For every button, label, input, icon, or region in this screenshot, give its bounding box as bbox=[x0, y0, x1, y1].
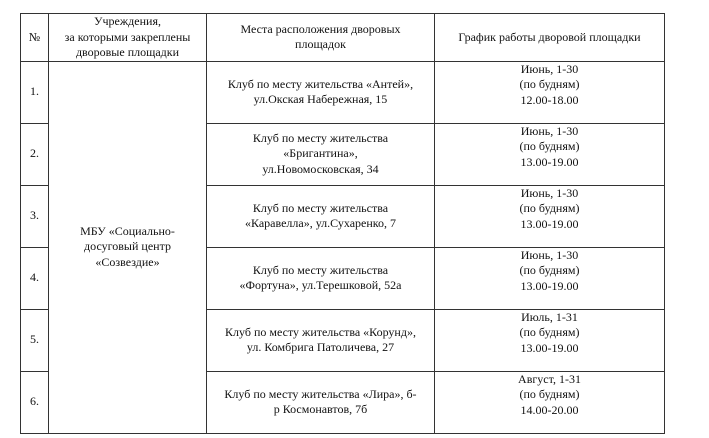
schedule-line: Июнь, 1-30 bbox=[520, 123, 579, 138]
institution-line: «Созвездие» bbox=[95, 254, 160, 269]
schedule-line: (по будням) bbox=[519, 201, 580, 215]
row-number: 1. bbox=[21, 61, 49, 123]
location-cell bbox=[207, 371, 435, 433]
schedule-line: 13.00-19.00 bbox=[520, 340, 579, 355]
header-institution bbox=[49, 14, 207, 62]
location-cell bbox=[207, 61, 435, 123]
schedule-line: Июнь, 1-30 bbox=[520, 185, 579, 200]
location-line: «Бригантина», bbox=[283, 146, 358, 161]
schedule-cell bbox=[435, 309, 665, 371]
header-number-text: № bbox=[28, 29, 41, 44]
location-line: Клуб по месту жительства «Корунд», bbox=[225, 324, 416, 339]
location-line: «Каравелла», ул.Сухаренко, 7 bbox=[244, 216, 397, 230]
header-schedule bbox=[435, 14, 665, 62]
location-line: Клуб по месту жительства «Лира», б- bbox=[224, 386, 417, 401]
institution-line: досуговый центр bbox=[84, 239, 171, 254]
schedule-cell bbox=[435, 123, 665, 185]
schedule-line: 13.00-19.00 bbox=[520, 216, 579, 231]
location-line: Клуб по месту жительства «Антей», bbox=[227, 76, 414, 91]
schedule-line: Август, 1-31 bbox=[518, 371, 581, 386]
location-line: ул.Окская Набережная, 15 bbox=[253, 92, 388, 106]
location-cell bbox=[207, 185, 435, 247]
location-line: Клуб по месту жительства bbox=[252, 262, 389, 277]
schedule-line: (по будням) bbox=[519, 263, 580, 277]
schedule-line: (по будням) bbox=[519, 77, 580, 91]
header-location-line: Места расположения дворовых bbox=[240, 21, 401, 36]
schedule-line: Июль, 1-31 bbox=[521, 309, 578, 324]
schedule-line: Июнь, 1-30 bbox=[520, 247, 579, 262]
location-cell bbox=[207, 247, 435, 309]
schedule-line: Июнь, 1-30 bbox=[520, 61, 579, 76]
header-row bbox=[21, 14, 665, 62]
institution-cell bbox=[49, 61, 207, 433]
schedule-line: 12.00-18.00 bbox=[520, 92, 579, 107]
institution-line: МБУ «Социально- bbox=[80, 223, 175, 238]
row-number: 4. bbox=[21, 247, 49, 309]
schedule-cell bbox=[435, 247, 665, 309]
header-number bbox=[21, 14, 49, 62]
header-institution-line: дворовые площадки bbox=[75, 45, 180, 59]
location-line: Клуб по месту жительства bbox=[252, 200, 389, 215]
location-line: Клуб по месту жительства bbox=[252, 130, 389, 145]
row-number: 6. bbox=[21, 371, 49, 433]
row-number: 2. bbox=[21, 123, 49, 185]
header-schedule-line: График работы дворовой площадки bbox=[458, 29, 641, 44]
table-row bbox=[21, 61, 665, 123]
header-location-line: площадок bbox=[295, 37, 346, 52]
schedule-line: (по будням) bbox=[519, 387, 580, 401]
schedule-line: (по будням) bbox=[519, 139, 580, 153]
schedule-line: 13.00-19.00 bbox=[520, 154, 579, 169]
schedule-line: 14.00-20.00 bbox=[520, 402, 579, 417]
schedule-cell bbox=[435, 371, 665, 433]
location-line: ул.Новомосковская, 34 bbox=[262, 161, 379, 176]
schedule-cell bbox=[435, 61, 665, 123]
schedule-line: (по будням) bbox=[519, 325, 580, 339]
schedule-table bbox=[20, 13, 665, 434]
location-line: ул. Комбрига Патоличева, 27 bbox=[246, 340, 395, 354]
header-location bbox=[207, 14, 435, 62]
location-line: р Космонавтов, 7б bbox=[273, 402, 368, 416]
schedule-line: 13.00-19.00 bbox=[520, 278, 579, 293]
location-line: «Фортуна», ул.Терешковой, 52а bbox=[239, 278, 402, 292]
header-institution-line: за которыми закреплены bbox=[64, 29, 191, 44]
row-number: 3. bbox=[21, 185, 49, 247]
header-institution-line: Учреждения, bbox=[94, 14, 161, 28]
schedule-cell bbox=[435, 185, 665, 247]
location-cell bbox=[207, 309, 435, 371]
location-cell bbox=[207, 123, 435, 185]
row-number: 5. bbox=[21, 309, 49, 371]
